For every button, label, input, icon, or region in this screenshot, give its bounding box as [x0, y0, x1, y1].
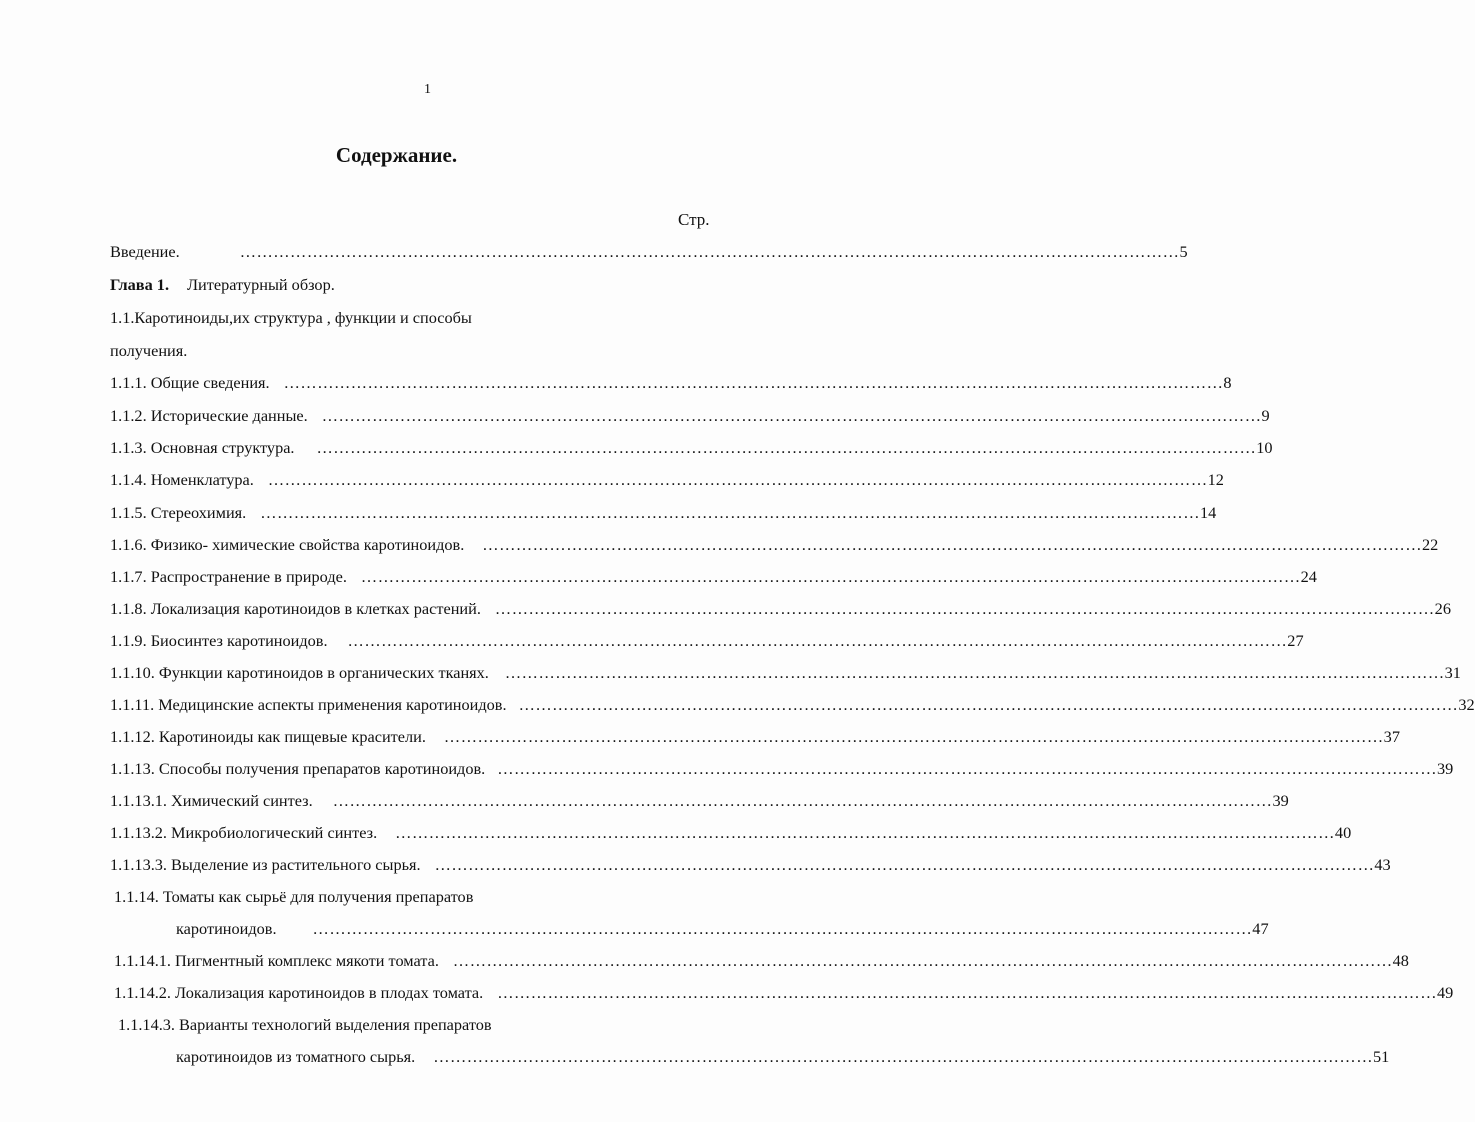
toc-entry-text: 1.1.9. Биосинтез каротиноидов.	[110, 631, 328, 650]
toc-leader: ……………………………………………………………………………………………………………………………………………………	[497, 983, 1437, 1002]
toc-entry-text: 1.1.13.3. Выделение из растительного сырья.	[110, 855, 421, 874]
toc-leader: ……………………………………………………………………………………………………………………………………………………	[443, 727, 1384, 746]
toc-entry	[110, 371, 1232, 395]
toc-entry	[110, 533, 1439, 557]
toc-leader: ……………………………………………………………………………………………………………………………………………………	[434, 855, 1375, 874]
toc-entry-text: Введение.	[110, 242, 180, 261]
toc-entry-text: получения.	[110, 341, 188, 360]
toc-entry-text: 1.1.13.1. Химический синтез.	[110, 791, 313, 810]
toc-page-number: 14	[1199, 503, 1217, 522]
toc-entry	[110, 404, 1270, 428]
toc-entry	[114, 981, 1454, 1005]
toc-entry-text: 1.1.5. Стереохимия.	[110, 503, 247, 522]
page-number: 1	[424, 82, 431, 97]
toc-page-number: 37	[1383, 727, 1400, 746]
toc-entry	[110, 757, 1454, 781]
toc-leader: ……………………………………………………………………………………………………………………………………………………	[518, 695, 1459, 714]
toc-entry-text: 1.1.2. Исторические данные.	[110, 406, 308, 425]
toc-entry	[110, 468, 1224, 492]
toc-entry-text: каротиноидов из томатного сырья.	[176, 1047, 416, 1066]
toc-entry-text: 1.1.11. Медицинские аспекты применения каротиноидов.	[110, 695, 507, 714]
toc-page-number: 43	[1374, 855, 1391, 874]
toc-entry	[110, 693, 1475, 717]
toc-entry-text: 1.1.14.1. Пигментный комплекс мякоти томата.	[114, 951, 439, 970]
toc-entry-text: 1.1.13.2. Микробиологический синтез.	[110, 823, 378, 842]
toc-leader: ……………………………………………………………………………………………………………………………………………………	[497, 759, 1437, 778]
toc-leader: ……………………………………………………………………………………………………………………………………………………	[260, 503, 1200, 522]
toc-entry	[110, 565, 1317, 589]
toc-entry-text: 1.1.14.3. Варианты технологий выделения препаратов	[118, 1015, 492, 1034]
toc-leader: ……………………………………………………………………………………………………………………………………………………	[283, 373, 1224, 392]
page-column-label: Стр.	[678, 210, 710, 229]
toc-page-number: 10	[1256, 438, 1273, 457]
toc-entry-text: 1.1.7. Распространение в природе.	[110, 567, 347, 586]
toc-entry	[110, 821, 1352, 845]
toc-entry-text: 1.1.3. Основная структура.	[110, 438, 295, 457]
toc-page-number: 8	[1223, 373, 1232, 392]
toc-entry-text: 1.1.10. Функции каротиноидов в органических тканях.	[110, 663, 489, 682]
toc-leader: ……………………………………………………………………………………………………………………………………………………	[316, 438, 1257, 457]
toc-entry	[110, 501, 1217, 525]
chapter-label: Глава 1.	[110, 275, 170, 294]
toc-page-number: 24	[1300, 567, 1317, 586]
toc-entry-text: 1.1.Каротиноиды,их структура , функции и способы	[110, 308, 472, 327]
toc-entry-text: 1.1.1. Общие сведения.	[110, 373, 270, 392]
toc-entry	[110, 853, 1391, 877]
toc-page-number: 26	[1434, 599, 1451, 618]
toc-page-number: 39	[1436, 759, 1454, 778]
toc-intro	[110, 240, 1188, 264]
toc-leader: ……………………………………………………………………………………………………………………………………………………	[360, 567, 1301, 586]
toc-leader: ……………………………………………………………………………………………………………………………………………………	[347, 631, 1288, 650]
toc-leader: ……………………………………………………………………………………………………………………………………………………	[239, 242, 1180, 261]
toc-entry-multiline-line1	[118, 1013, 726, 1037]
toc-page-number: 31	[1444, 663, 1461, 682]
toc-page-number: 51	[1372, 1047, 1390, 1066]
toc-page-number: 5	[1179, 242, 1188, 261]
toc-entry	[110, 661, 1461, 685]
toc-leader: ……………………………………………………………………………………………………………………………………………………	[482, 535, 1423, 554]
toc-page-number: 32	[1458, 695, 1475, 714]
toc-leader: ……………………………………………………………………………………………………………………………………………………	[321, 406, 1262, 425]
toc-leader: ……………………………………………………………………………………………………………………………………………………	[395, 823, 1335, 842]
toc-leader: ……………………………………………………………………………………………………………………………………………………	[433, 1047, 1373, 1066]
toc-entry-text: 1.1.13. Способы получения препаратов каротиноидов.	[110, 759, 486, 778]
toc-page-number: 39	[1272, 791, 1289, 810]
toc-entry	[110, 789, 1289, 813]
toc-leader: ……………………………………………………………………………………………………………………………………………………	[332, 791, 1273, 810]
toc-section-line2	[110, 339, 710, 363]
toc-entry-text: 1.1.12. Каротиноиды как пищевые красители.	[110, 727, 426, 746]
toc-entry	[110, 629, 1304, 653]
toc-page-number: 49	[1436, 983, 1454, 1002]
toc-entry-text: 1.1.6. Физико- химические свойства каротиноидов.	[110, 535, 465, 554]
toc-section-line1	[110, 306, 710, 330]
toc-leader: ……………………………………………………………………………………………………………………………………………………	[267, 470, 1208, 489]
toc-entry-text: каротиноидов.	[176, 919, 277, 938]
toc-leader: ……………………………………………………………………………………………………………………………………………………	[504, 663, 1445, 682]
toc-entry	[110, 597, 1451, 621]
page-title: Содержание.	[335, 143, 458, 167]
toc-leader: ……………………………………………………………………………………………………………………………………………………	[312, 919, 1253, 938]
toc-entry-text: 1.1.8. Локализация каротиноидов в клетках растений.	[110, 599, 481, 618]
toc-entry	[110, 725, 1400, 749]
toc-entry-text: 1.1.4. Номенклатура.	[110, 470, 254, 489]
toc-entry-text: 1.1.14. Томаты как сырьё для получения препаратов	[114, 887, 474, 906]
toc-entry	[114, 949, 1409, 973]
toc-entry-multiline-line2	[176, 1045, 1390, 1069]
toc-entry-multiline-line2	[176, 917, 1269, 941]
toc-entry	[110, 436, 1273, 460]
toc-page-number: 47	[1252, 919, 1269, 938]
toc-leader: ……………………………………………………………………………………………………………………………………………………	[494, 599, 1435, 618]
toc-entry-text: 1.1.14.2. Локализация каротиноидов в плодах томата.	[114, 983, 484, 1002]
toc-leader: ……………………………………………………………………………………………………………………………………………………	[452, 951, 1393, 970]
toc-entry-multiline-line1	[114, 885, 726, 909]
toc-page-number: 9	[1261, 406, 1270, 425]
toc-page-number: 27	[1287, 631, 1304, 650]
toc-page-number: 22	[1422, 535, 1439, 554]
toc-chapter	[110, 273, 710, 297]
toc-page-number: 40	[1334, 823, 1352, 842]
chapter-title: Литературный обзор.	[187, 275, 335, 294]
toc-page-number: 48	[1392, 951, 1409, 970]
toc-page-number: 12	[1207, 470, 1224, 489]
